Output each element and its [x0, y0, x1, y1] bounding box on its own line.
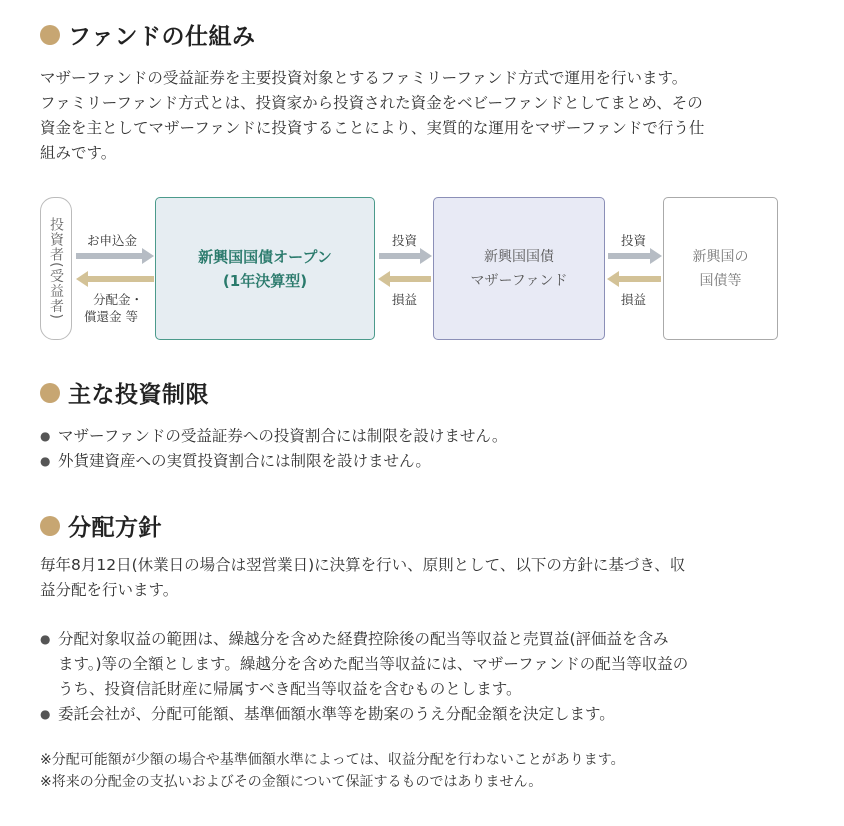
mother-fund-subtitle: マザーファンド	[470, 272, 568, 289]
flow2-bottom-label: 損益	[392, 292, 418, 307]
list-item	[40, 424, 810, 449]
list-item-text: ます。)等の全額とします。繰越分を含めた配当等収益には、マザーファンドの配当等収益の	[58, 655, 689, 673]
flow3-top-label: 投資	[621, 233, 647, 248]
fund-name: 新興国国債オープン	[198, 247, 332, 266]
flow2-top-label: 投資	[392, 233, 418, 248]
bullet-icon: ●	[40, 707, 51, 721]
bullet-dot-icon	[40, 516, 60, 536]
list-item-text: うち、投資信託財産に帰属すべき配当等収益を含むものとします。	[58, 680, 522, 698]
mother-fund-box	[433, 197, 605, 340]
list-item-text: マザーファンドの受益証券への投資割合には制限を設けません。	[58, 427, 508, 445]
list-item	[40, 702, 810, 727]
distribution-list	[40, 627, 810, 727]
restrictions-list	[40, 424, 810, 474]
fund-subtitle: (1年決算型)	[222, 271, 308, 290]
section-heading-restrictions	[40, 376, 209, 409]
bullet-icon: ●	[40, 454, 51, 468]
flow3-bottom-label: 損益	[621, 292, 647, 307]
bullet-icon: ●	[40, 632, 51, 646]
arrow-return-2	[607, 271, 661, 287]
assets-line2: 国債等	[699, 272, 742, 289]
note-line: ※将来の分配金の支払いおよびその金額について保証するものではありません。	[40, 774, 543, 790]
section-title: 分配方針	[68, 515, 162, 541]
description-line: 毎年8月12日(休業日の場合は翌営業日)に決算を行い、原則として、以下の方針に基づき、収	[40, 556, 686, 574]
arrow-return-1	[378, 271, 431, 287]
assets-line1: 新興国の	[692, 248, 749, 265]
investor-label: 投資者(受益者)	[48, 217, 64, 320]
flow1-bottom-label-2: 償還金 等	[84, 309, 138, 324]
bullet-dot-icon	[40, 383, 60, 403]
fund-box	[155, 197, 375, 340]
assets-box	[663, 197, 778, 340]
description-line: ファミリーファンド方式とは、投資家から投資された資金をベビーファンドとしてまとめ、その	[40, 94, 703, 112]
mother-fund-name: 新興国国債	[484, 248, 554, 265]
description-line: 益分配を行います。	[40, 581, 179, 599]
arrow-subscription	[76, 248, 154, 264]
description-line: 資金を主としてマザーファンドに投資することにより、実質的な運用をマザーファンドで行う仕	[40, 119, 705, 137]
section-title: ファンドの仕組み	[68, 24, 256, 50]
list-item-text: 外貨建資産への実質投資割合には制限を設けません。	[58, 452, 431, 470]
flow1-bottom-label-1: 分配金・	[93, 292, 144, 307]
flow1-top-label: お申込金	[87, 233, 138, 248]
distribution-notes	[40, 749, 625, 793]
investor-box	[40, 197, 72, 340]
list-item	[40, 627, 810, 702]
note-line: ※分配可能額が少額の場合や基準価額水準によっては、収益分配を行わないことがあります。	[40, 752, 625, 768]
description-line: マザーファンドの受益証券を主要投資対象とするファミリーファンド方式で運用を行います。	[40, 69, 688, 87]
section-title: 主な投資制限	[68, 382, 209, 408]
bullet-icon: ●	[40, 429, 51, 443]
arrow-invest-2	[608, 248, 662, 264]
list-item	[40, 449, 810, 474]
arrow-distribution	[76, 271, 154, 287]
distribution-description	[40, 553, 800, 603]
section-heading-distribution	[40, 509, 162, 542]
description-line: 組みです。	[40, 144, 117, 162]
list-item-text: 委託会社が、分配可能額、基準価額水準等を勘案のうえ分配金額を決定します。	[58, 705, 615, 723]
arrow-invest-1	[379, 248, 432, 264]
list-item-text: 分配対象収益の範囲は、繰越分を含めた経費控除後の配当等収益と売買益(評価益を含み	[58, 630, 669, 648]
